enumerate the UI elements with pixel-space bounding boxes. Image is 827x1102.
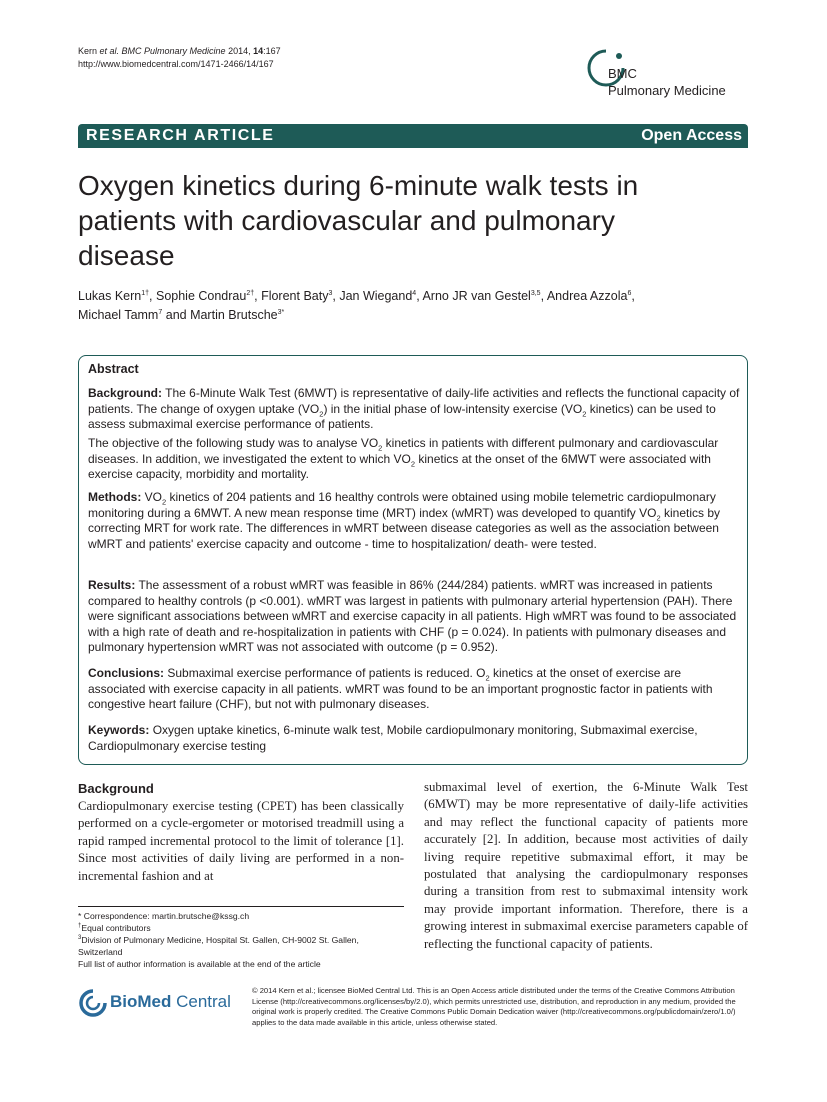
abstract-text: kinetics) can be used to assess submaximal exercise performance of patients. [88,401,716,432]
author-line [78,287,748,306]
logo-text-bmc: BMC [608,66,637,81]
abstract-text: Oxygen uptake kinetics, 6-minute walk test, Mobile cardiopulmonary monitoring, Submaximal exercise, Cardiopulmonary exercise testing [88,723,698,753]
author-affiliation-mark: 7 [158,308,163,316]
footnote-equal [78,922,404,934]
author-name: , Arno JR van Gestel [416,289,531,303]
abstract-text: Submaximal exercise performance of patients is reduced. O [164,666,486,680]
author-name: , Jan Wiegand [332,289,413,303]
author-affiliation-mark: 3* [277,308,285,316]
citation-authors: Kern [78,46,100,56]
abstract-heading: Abstract [88,362,139,376]
biomed-swirl-icon [78,988,108,1018]
abstract-text: The objective of the following study was to analyse VO [88,436,379,450]
abstract-text: kinetics at the onset of exercise are associated with exercise capacity in all patients. wMRT was found to be an important prognostic factor in patients with congestive heart failure (CHF), but not with pulmonary diseases. [88,666,713,712]
footnote-affiliation [78,934,404,958]
abstract-text: VO [141,490,162,504]
copyright-notice: © 2014 Kern et al.; licensee BioMed Central Ltd. This is an Open Access article distributed under the terms of the Creative Commons Attribution License (http://creativecommons.org/licenses/by/2.0), which permits unrestricted use, distribution, and reproduction in any medium, provided the original work is properly credited. The Creative Commons Public Domain Dedication waiver (http://creativecommons.org/publicdomain/zero/1.0/) applies to the data made available in this article, unless otherwise stated. [252,986,736,1027]
author-name: , Sophie Condrau [149,289,247,303]
subscript: 2 [582,408,587,418]
wordmark-normal: Central [171,992,231,1011]
title-line: disease [78,240,175,271]
citation-line [78,45,281,58]
article-title [78,168,748,273]
body-column-left: Cardiopulmonary exercise testing (CPET) has been classically performed on a cycle-ergometer or motorised treadmill using a rapid ramped incremental protocol to the limit of tolerance [1]. Since most activities of daily living are performed in a non-incremental fashion and at [78,799,404,883]
footnote-mark: * [78,911,84,921]
biomed-central-logo [78,988,238,1020]
open-access-label: Open Access [641,127,742,144]
wordmark-bold: BioMed [110,992,172,1011]
abstract-text: kinetics in patients with different pulmonary and cardiovascular diseases. In addition, we investigated the extent to which VO [88,436,719,466]
citation-article: :167 [263,46,281,56]
citation-header [78,45,281,71]
author-name: and Martin Brutsche [162,308,278,322]
abstract-text: The 6-Minute Walk Test (6MWT) is representative of daily-life activities and reflects the functional capacity of patients. The change of oxygen uptake (VO [88,386,740,416]
footnote-mark: 3 [78,935,82,942]
body-column-right: submaximal level of exertion, the 6-Minute Walk Test (6MWT) may be more representative of daily-life activities and may reflect the functional capacity of patients more accurately [2]. In addition, because most activities of daily living require repetitive submaximal effort, it may be postulated that analysing the cardiopulmonary responses during a transition from rest to submaximal intensity work may provide important information. Therefore, there is a growing interest in submaximal exercise parameters capable of reflecting the functional capacity of patients. [424,780,748,951]
footnote-correspondence [78,910,404,922]
footnote-full-list: Full list of author information is available at the end of the article [78,959,321,969]
author-affiliation-mark: 3 [328,289,333,297]
abstract-text: kinetics of 204 patients and 16 healthy controls were obtained using mobile telemetric cardiopulmonary monitoring during a 6MWT. A new mean response time (MRT) index (wMRT) was developed to quantify VO [88,490,716,520]
subscript: 2 [162,497,167,507]
footnotes [78,910,404,970]
citation-volume: 14 [253,46,264,56]
section-heading: Background [78,781,154,796]
article-type-label: RESEARCH ARTICLE [86,127,275,144]
abstract-text: ) in the initial phase of low-intensity exercise (VO [323,401,583,416]
footnote-divider [78,906,404,907]
citation-journal: et al. BMC Pulmonary Medicine [99,46,226,56]
abstract-objective [88,436,740,483]
abstract-conclusions [88,666,740,713]
logo-text-journal: Pulmonary Medicine [608,83,726,98]
abstract-label: Results: [88,578,136,592]
abstract-text: The assessment of a robust wMRT was feasible in 86% (244/284) patients. wMRT was increased in patients compared to healthy controls (p <0.001). wMRT was largest in patients with pulmonary arterial hypertension (PAH). There were significant associations between wMRT and exercise capacity in all patients. High wMRT was found to be associated with a high rate of death and re-hospitalization in patients with CHF (p = 0.024). In patients with pulmonary diseases and pulmonary hypertension wMRT was not associated with outcome (p = 0.952). [88,578,737,655]
subscript: 2 [410,458,416,468]
author-affiliation-mark: 1† [141,289,150,297]
subscript: 2 [485,673,490,683]
title-line: patients with cardiovascular and pulmonary [78,205,615,236]
abstract-background [88,386,740,433]
correspondence-email-link[interactable]: Correspondence: martin.brutsche@kssg.ch [83,911,250,921]
author-separator: , [631,289,635,303]
subscript: 2 [378,443,383,453]
biomed-central-wordmark [110,992,231,1012]
footnote-text: Division of Pulmonary Medicine, Hospital St. Gallen, CH-9002 St. Gallen, Switzerland [78,935,359,957]
footnote-mark: † [78,923,82,930]
author-affiliation-mark: 3,5 [530,289,541,297]
subscript: 2 [319,408,324,418]
title-line: Oxygen kinetics during 6-minute walk tests in [78,170,639,201]
abstract-label: Background: [88,386,163,400]
article-url-link[interactable]: http://www.biomedcentral.com/1471-2466/14/167 [78,59,274,69]
author-name: Lukas Kern [78,289,142,303]
author-affiliation-mark: 2† [246,289,255,297]
abstract-text: kinetics at the onset of the 6MWT were associated with exercise capacity, morbidity and mortality. [88,451,711,482]
abstract-label: Methods: [88,490,142,504]
abstract-label: Conclusions: [88,666,165,680]
author-affiliation-mark: 4 [412,289,417,297]
abstract-keywords [88,723,740,754]
article-type-banner [78,124,748,148]
author-name: , Florent Baty [254,289,329,303]
footnote-text: Equal contributors [81,923,151,933]
citation-year: 2014, [225,46,254,56]
subscript: 2 [656,512,661,522]
journal-logo [586,48,766,104]
author-list [78,287,748,325]
author-name: , Andrea Azzola [540,289,628,303]
abstract-results [88,578,740,656]
author-name: Michael Tamm [78,308,159,322]
abstract-methods [88,490,740,552]
abstract-label: Keywords: [88,723,150,737]
author-affiliation-mark: 6 [627,289,632,297]
author-line [78,306,748,325]
abstract-text: kinetics by correcting MRT for work rate. The differences in wMRT between disease categories as well as the association between wMRT and patients' exercise capacity and outcome - time to hospitalization/ death- were tested. [88,505,720,551]
